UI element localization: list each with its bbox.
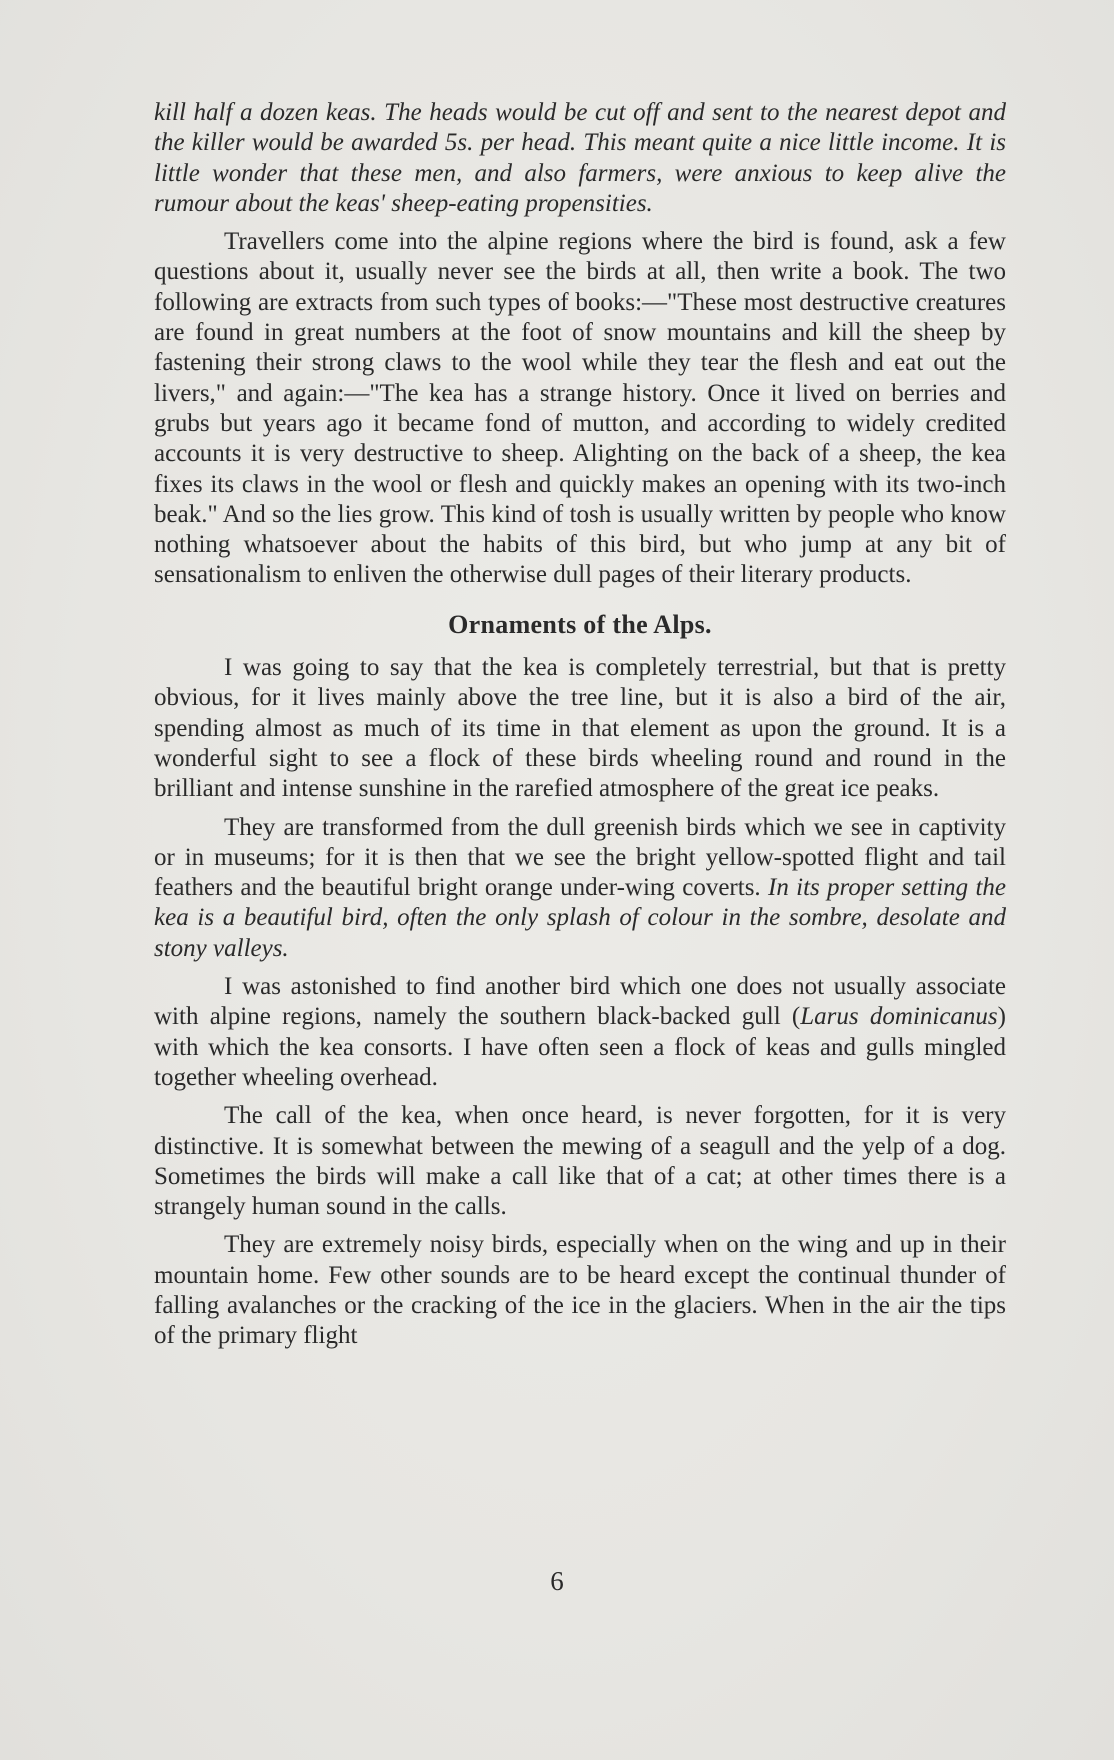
paragraph-transformed-italic: In its proper setting the kea is a beautiful bird, often the only splash of colour in the sombre, desolate and stony valleys. (154, 874, 1007, 962)
paragraph-transformed (154, 813, 1006, 964)
paragraph-continued: kill half a dozen keas. The heads would be cut off and sent to the nearest depot and the killer would be awarded 5s. per head. This meant quite a nice little income. It is little wonder that these men, and also farmers, were anxious to keep alive the rumour about the keas' sheep-eating propensities. (154, 99, 1006, 217)
paragraph-call: The call of the kea, when once heard, is never forgotten, for it is very distinctive. It is somewhat between the mewing of a seagull and the yelp of a dog. Sometimes the birds will make a call like that of a cat; at other times there is a strangely human sound in the calls. (154, 1102, 1006, 1221)
section-heading: Ornaments of the Alps. (448, 609, 712, 639)
paragraph-travellers: Travellers come into the alpine regions where the bird is found, ask a few questions about it, usually never see the birds at all, then write a book. The two following are extracts from such types of books:—"These most destructive creatures are found in great numbers at the foot of snow mountains and kill the sheep by fastening their strong claws to the wool while they tear the flesh and eat out the livers," and again:—"The kea has a strange history. Once it lived on berries and grubs but years ago it became fond of mutton, and according to widely credited accounts it is very destructive to sheep. Alighting on the back of a sheep, the kea fixes its claws in the wool or flesh and quickly makes an opening with its two-inch beak." And so the lies grow. This kind of tosh is usually written by people who know nothing whatsoever about the habits of this bird, but who jump at any bit of sensationalism to enliven the otherwise dull pages of their literary products. (154, 228, 1006, 589)
body-text (154, 98, 1006, 1360)
paragraph-gull (154, 972, 1006, 1093)
paragraph-gull-start: I was astonished to find another bird which one does not usually associate with alpine regions, namely the southern black-backed gull ( (154, 973, 1006, 1031)
page-number: 6 (550, 1566, 564, 1596)
paragraph-transformed-roman: They are transformed from the dull greenish birds which we see in captivity or in museums; for it is then that we see the bright yellow-spotted flight and tail feathers and the beautiful bright orange under-wing coverts. (154, 813, 1006, 902)
paragraph-terrestrial: I was going to say that the kea is completely terrestrial, but that is pretty obvious, for it lives mainly above the tree line, but it is also a bird of the air, spending almost as much of its time in that element as upon the ground. It is a wonderful sight to see a flock of these birds wheeling round and round in the brilliant and intense sunshine in the rarefied atmosphere of the great ice peaks. (154, 654, 1006, 803)
paragraph-noisy: They are extremely noisy birds, especially when on the wing and up in their mountain home. Few other sounds are to be heard except the continual thunder of falling avalanches or the cracking of the ice in the glaciers. When in the air the tips of the primary flight (154, 1231, 1006, 1350)
paragraph-gull-end: ) with which the kea consorts. I have often seen a flock of keas and gulls mingled together wheeling overhead. (154, 1003, 1006, 1091)
species-name: Larus dominicanus (800, 1003, 998, 1031)
